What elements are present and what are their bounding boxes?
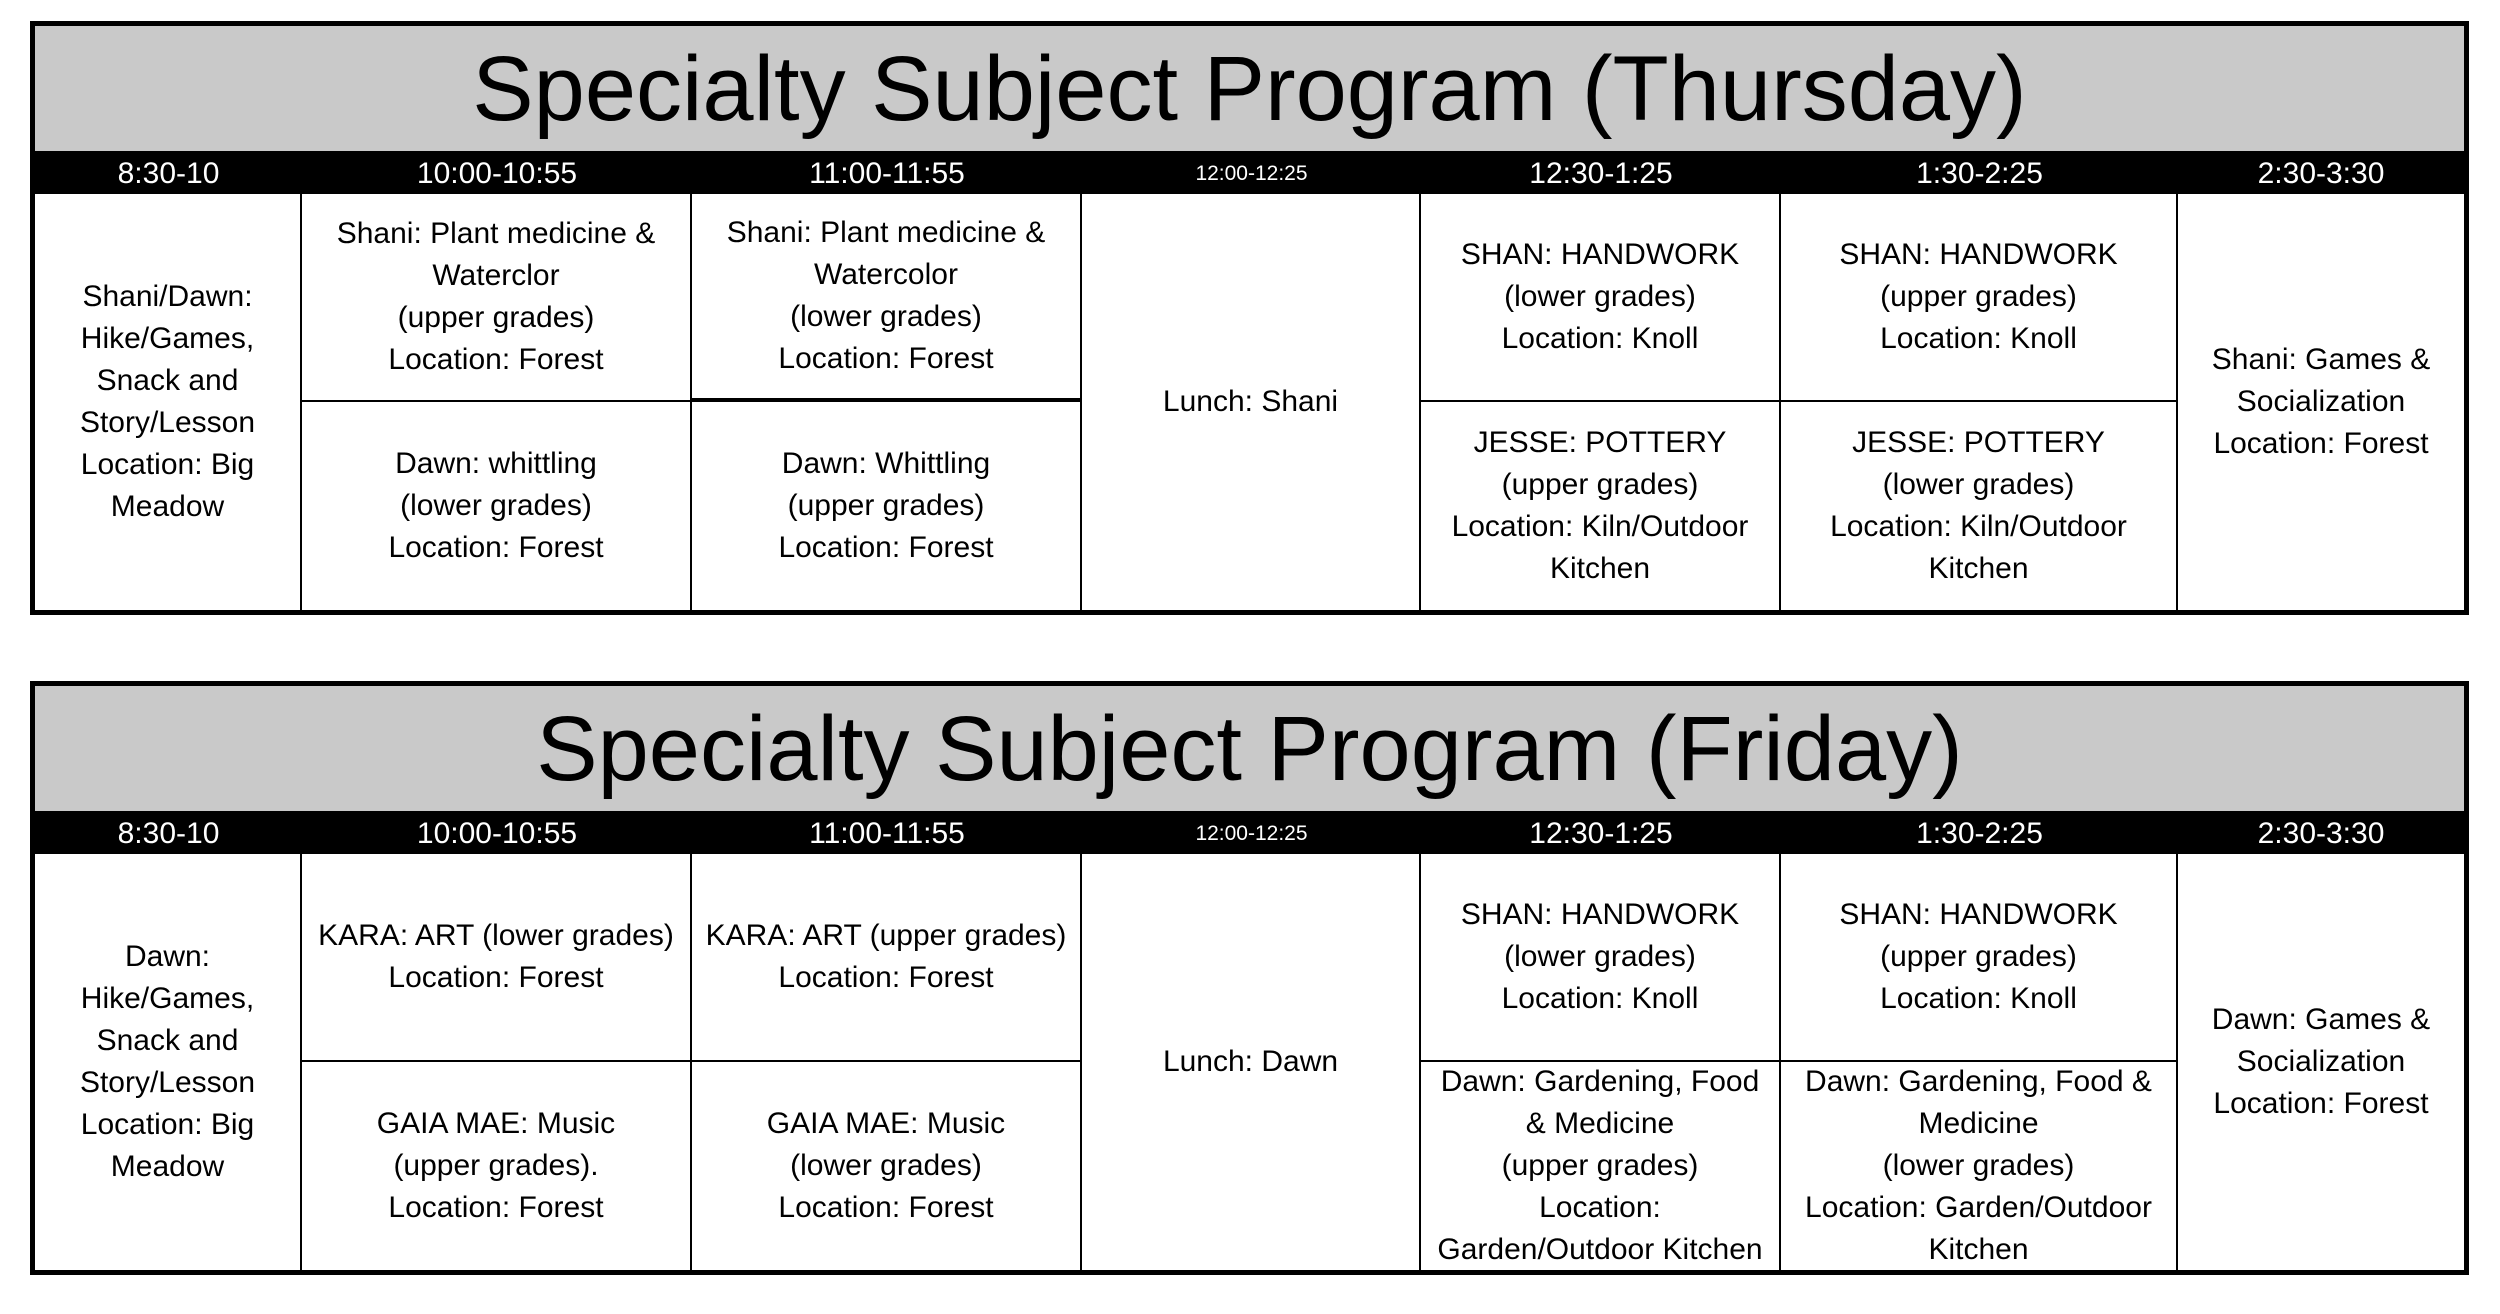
thursday-schedule-grid — [35, 194, 2464, 610]
thursday-cell-morning-hike: Shani/Dawn: Hike/Games, Snack and Story/Lesson Location: Big Meadow — [35, 194, 302, 610]
time-header-slot-2: 10:00-10:55 — [416, 157, 578, 190]
friday-schedule-table — [30, 681, 2469, 1275]
thursday-cell-games-socialization: Shani: Games & Socialization Location: Forest — [2211, 343, 2431, 460]
friday-cell-gardening-upper: Dawn: Gardening, Food & Medicine (upper grades) Location: Garden/Outdoor Kitchen — [1421, 1062, 1781, 1270]
time-header-slot-6: 1:30-2:25 — [1916, 817, 2043, 850]
time-header-slot-7: 2:30-3:30 — [2257, 817, 2385, 850]
friday-cell-music-upper: GAIA MAE: Music (upper grades). Location: Forest — [302, 1062, 692, 1270]
thursday-cell-whittling-lower: Dawn: whittling (lower grades) Location: Forest — [302, 402, 692, 610]
time-header-slot-7: 2:30-3:30 — [2257, 157, 2385, 190]
thursday-title: Specialty Subject Program (Thursday) — [35, 26, 2464, 154]
friday-schedule-grid — [35, 854, 2464, 1270]
friday-cell-gardening-lower: Dawn: Gardening, Food & Medicine (lower grades) Location: Garden/Outdoor Kitchen — [1781, 1062, 2178, 1270]
time-header-slot-5: 12:30-1:25 — [1529, 157, 1673, 190]
thursday-cell-pottery-upper: JESSE: POTTERY (upper grades) Location: Kiln/Outdoor Kitchen — [1421, 402, 1781, 610]
thursday-cell-lunch: Lunch: Shani — [1082, 194, 1421, 610]
thursday-time-header-row — [35, 154, 2464, 194]
friday-cell-handwork-upper: SHAN: HANDWORK (upper grades) Location: Knoll — [1781, 854, 2178, 1062]
thursday-cell-plant-medicine-upper: Shani: Plant medicine & Waterclor (upper grades) Location: Forest — [302, 194, 692, 402]
time-header-slot-2: 10:00-10:55 — [416, 817, 578, 850]
thursday-cell-handwork-lower: SHAN: HANDWORK (lower grades) Location: Knoll — [1421, 194, 1781, 402]
thursday-cell-handwork-upper: SHAN: HANDWORK (upper grades) Location: Knoll — [1781, 194, 2178, 402]
friday-title: Specialty Subject Program (Friday) — [35, 686, 2464, 814]
friday-cell-handwork-lower: SHAN: HANDWORK (lower grades) Location: Knoll — [1421, 854, 1781, 1062]
time-header-slot-5: 12:30-1:25 — [1529, 817, 1673, 850]
time-header-slot-4: 12:00-12:25 — [1195, 822, 1308, 845]
time-header-slot-1: 8:30-10 — [117, 157, 220, 190]
friday-cell-morning-hike: Dawn: Hike/Games, Snack and Story/Lesson Location: Big Meadow — [35, 854, 302, 1270]
friday-cell-games-socialization: Dawn: Games & Socialization Location: Forest — [2211, 1003, 2431, 1120]
time-header-slot-6: 1:30-2:25 — [1916, 157, 2043, 190]
thursday-cell-whittling-upper: Dawn: Whittling (upper grades) Location: Forest — [692, 402, 1082, 610]
thursday-cell-plant-medicine-lower: Shani: Plant medicine & Watercolor (lower grades) Location: Forest — [692, 194, 1082, 402]
time-header-slot-1: 8:30-10 — [117, 817, 220, 850]
time-header-slot-3: 11:00-11:55 — [809, 157, 965, 190]
time-header-slot-4: 12:00-12:25 — [1195, 162, 1308, 185]
friday-cell-art-upper: KARA: ART (upper grades) Location: Forest — [692, 854, 1082, 1062]
friday-cell-art-lower: KARA: ART (lower grades) Location: Forest — [302, 854, 692, 1062]
friday-cell-music-lower: GAIA MAE: Music (lower grades) Location: Forest — [692, 1062, 1082, 1270]
time-header-slot-3: 11:00-11:55 — [809, 817, 965, 850]
friday-cell-lunch: Lunch: Dawn — [1082, 854, 1421, 1270]
friday-time-header-row — [35, 814, 2464, 854]
thursday-cell-pottery-lower: JESSE: POTTERY (lower grades) Location: Kiln/Outdoor Kitchen — [1781, 402, 2178, 610]
thursday-schedule-table — [30, 21, 2469, 615]
